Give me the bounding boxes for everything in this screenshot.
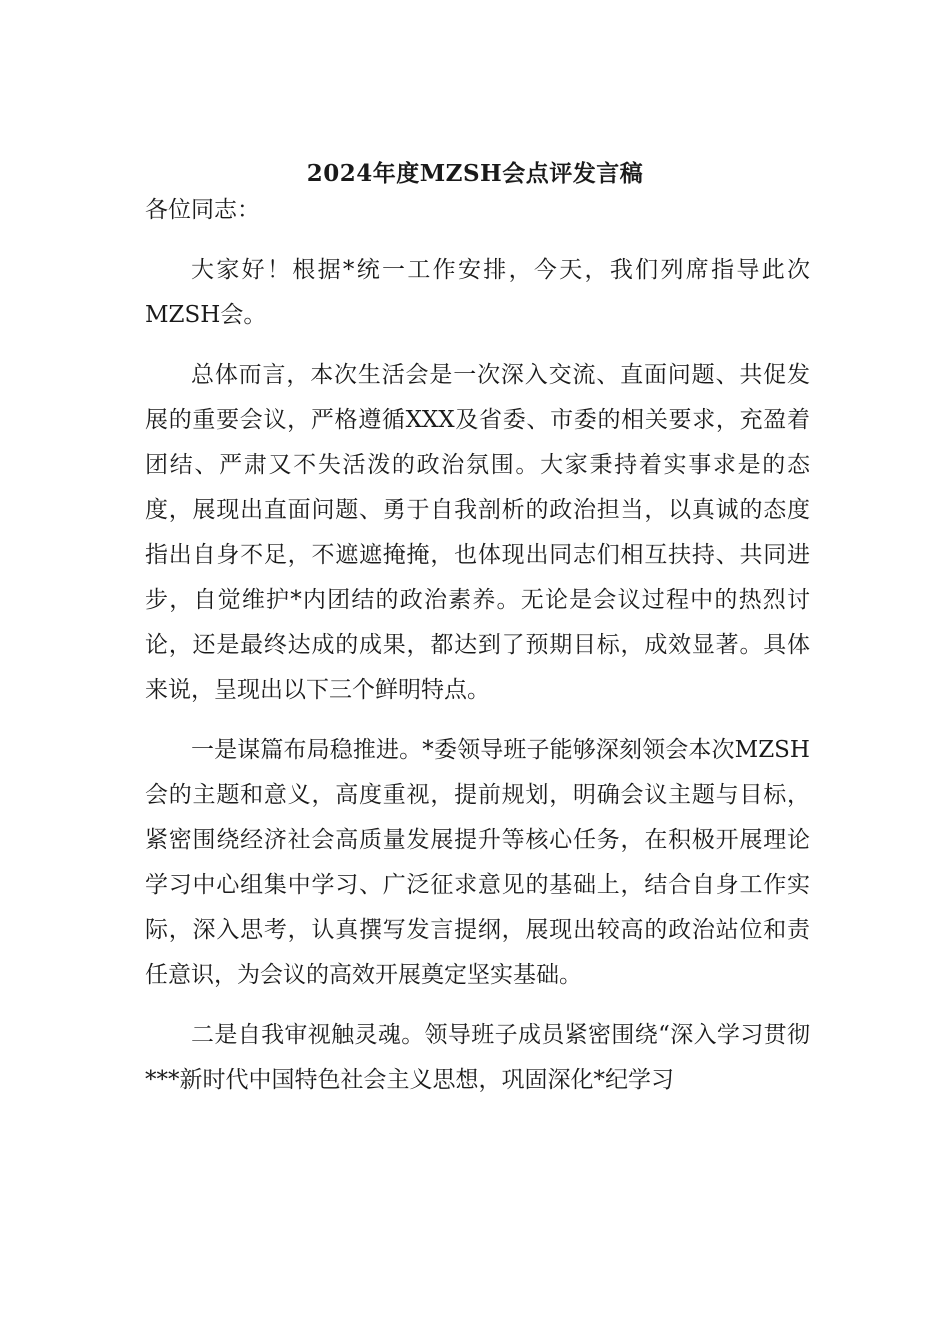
paragraph-greeting: 大家好！根据*统一工作安排，今天，我们列席指导此次MZSH会。 — [145, 257, 810, 328]
salutation: 各位同志： — [145, 197, 260, 223]
document-title: 2024年度MZSH会点评发言稿 — [306, 160, 644, 187]
paragraph-overview: 总体而言，本次生活会是一次深入交流、直面问题、共促发展的重要会议，严格遵循XXX及省委、市委的相关要求，充盈着团结、严肃又不失活泼的政治氛围。大家秉持着实事求是的态度，展现出直面问题、勇于自我剖析的政治担当，以真诚的态度指出自身不足，不遮遮掩掩，也体现出同志们相互扶持、共同进步，自觉维护*内团结的政治素养。无论是会议过程中的热烈讨论，还是最终达成的成果，都达到了预期目标，成效显著。具体来说，呈现出以下三个鲜明特点。 — [145, 362, 810, 703]
paragraph-point-two: 二是自我审视触灵魂。领导班子成员紧密围绕“深入学习贯彻***新时代中国特色社会主义思想，巩固深化*纪学习 — [145, 1022, 810, 1093]
document-body — [145, 188, 810, 1118]
paragraph-point-one: 一是谋篇布局稳推进。*委领导班子能够深刻领会本次MZSH会的主题和意义，高度重视，提前规划，明确会议主题与目标，紧密围绕经济社会高质量发展提升等核心任务，在积极开展理论学习中心组集中学习、广泛征求意见的基础上，结合自身工作实际，深入思考，认真撰写发言提纲，展现出较高的政治站位和责任意识，为会议的高效开展奠定坚实基础。 — [145, 737, 810, 988]
